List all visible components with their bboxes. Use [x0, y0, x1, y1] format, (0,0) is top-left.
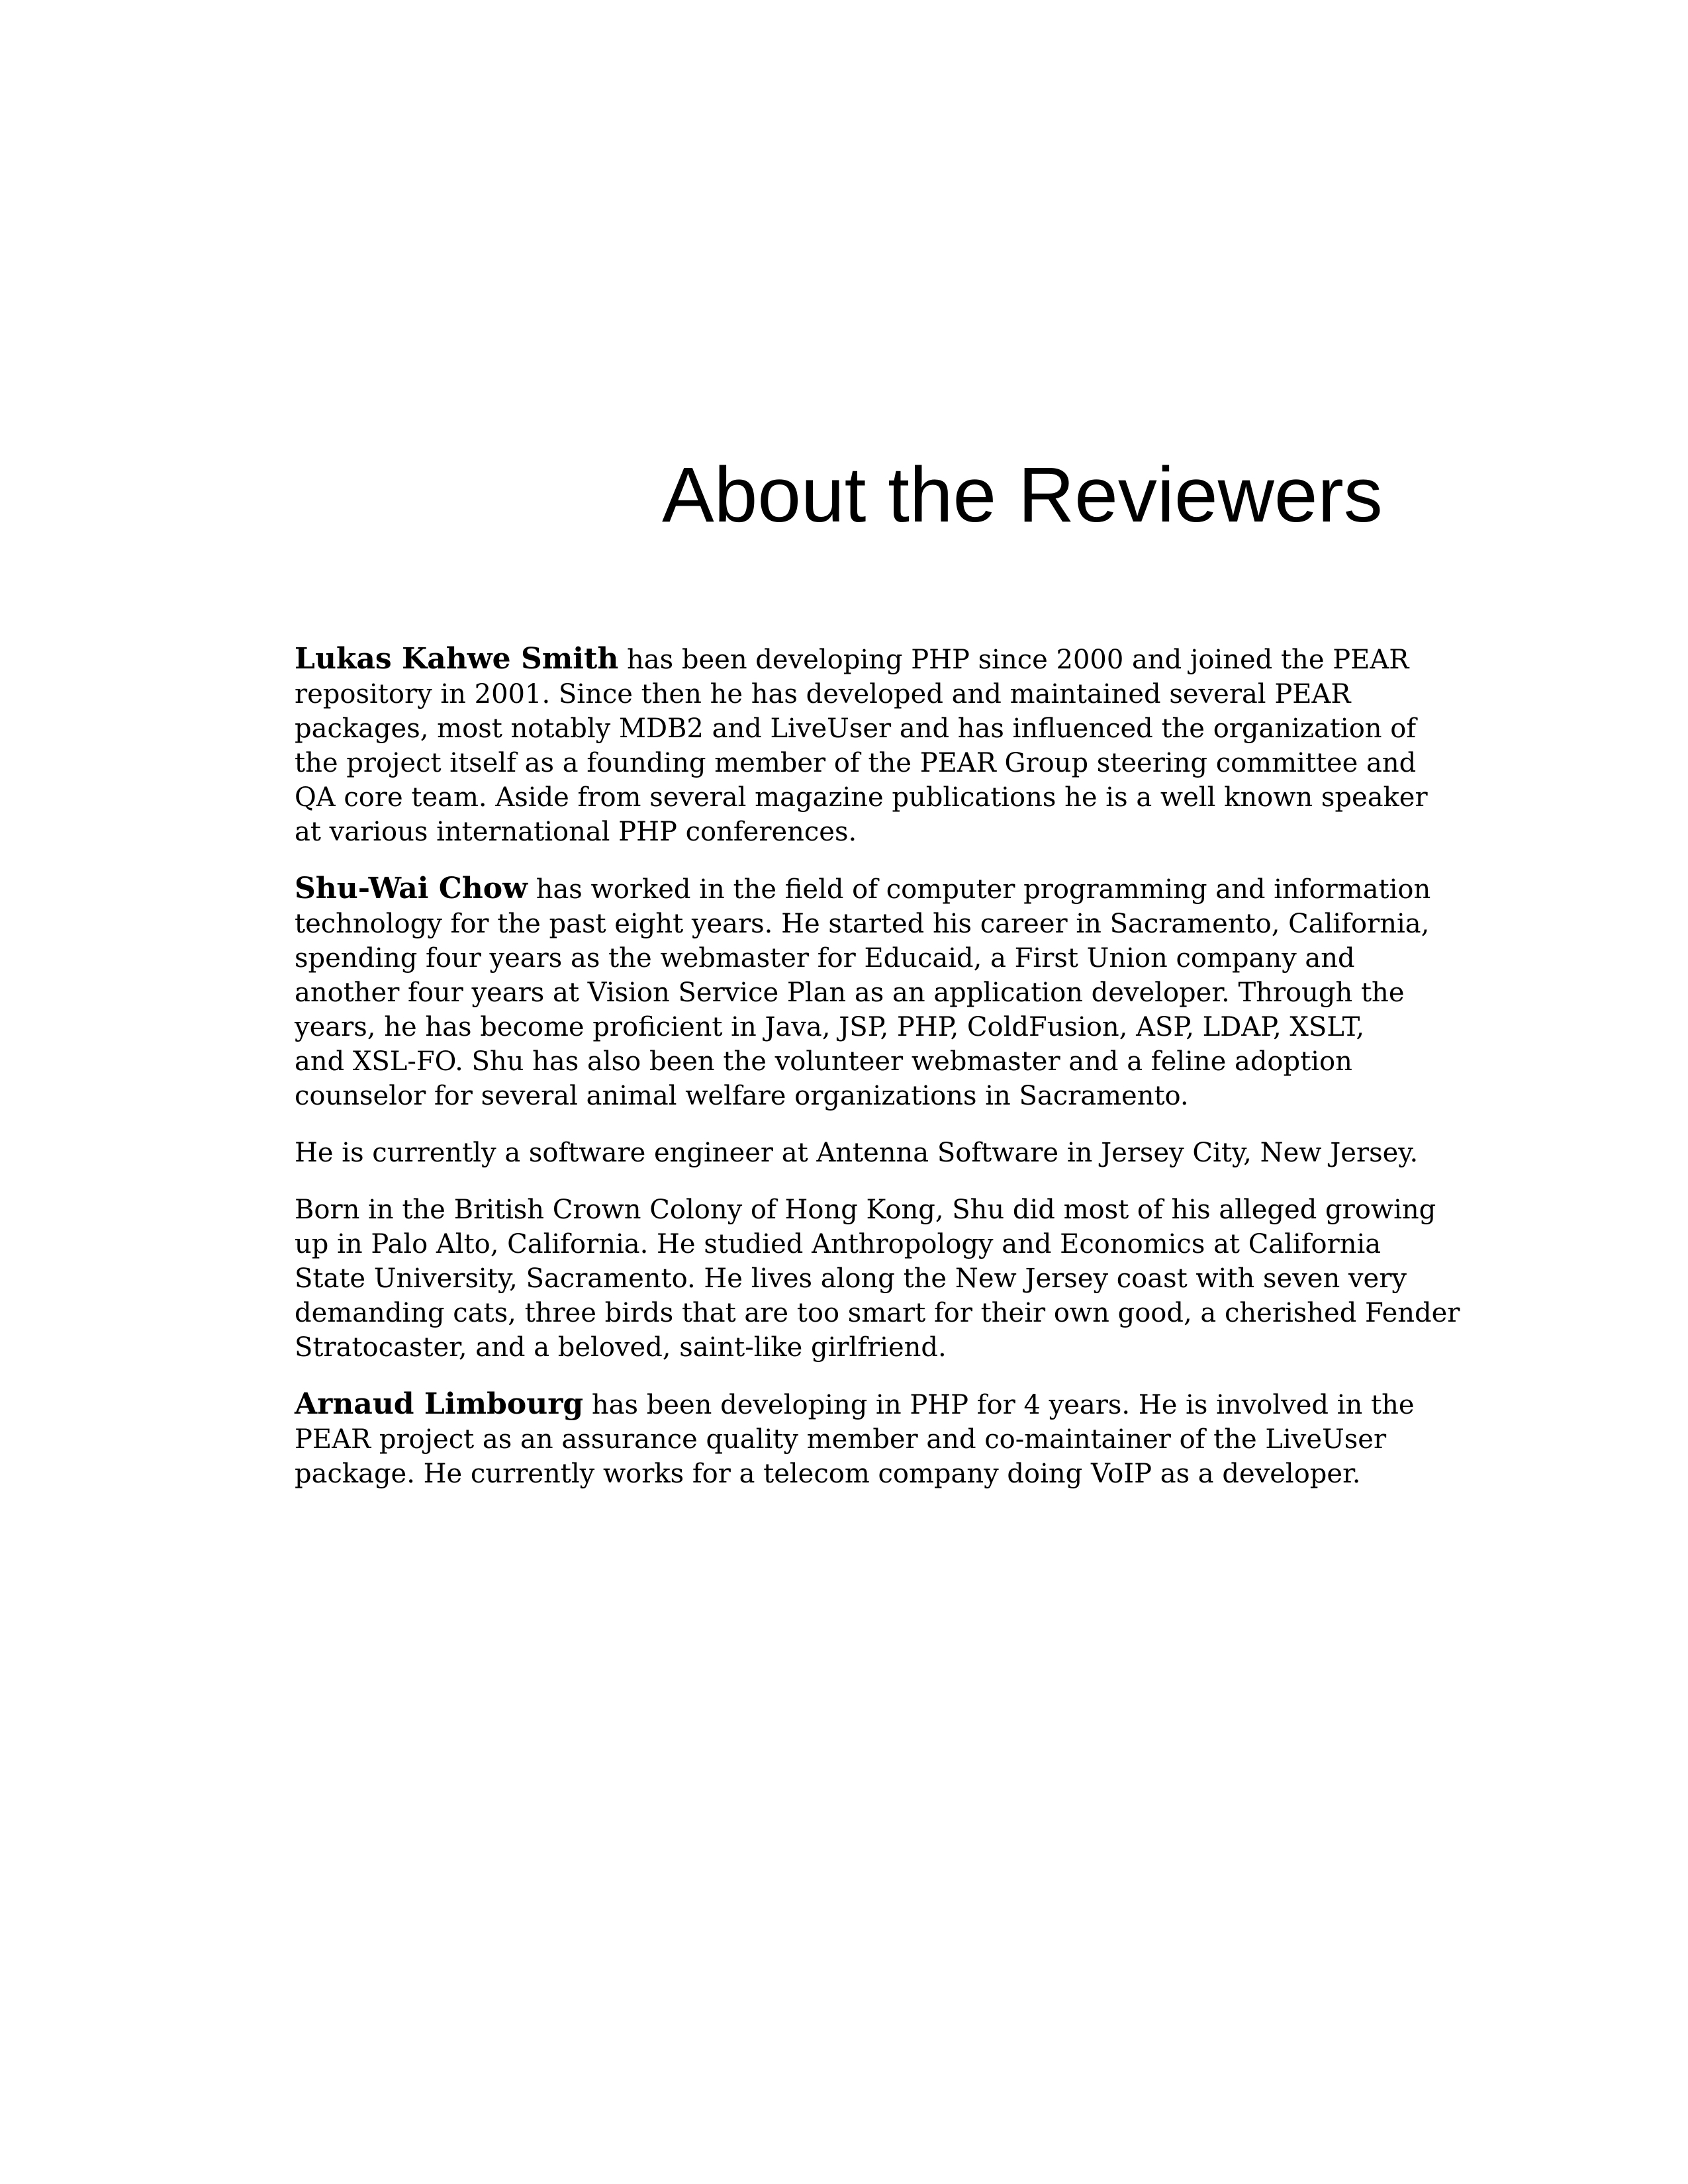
bio-text: has been developing in PHP for 4 years. He is involved in the [583, 1390, 1415, 1420]
reviewer-bio-shu-wai-chow [295, 872, 1431, 1113]
bio-line: package. He currently works for a telecom company doing VoIP as a developer. [295, 1459, 1361, 1489]
page-title: About the Reviewers [662, 451, 1383, 539]
bio-line: He is currently a software engineer at Antenna Software in Jersey City, New Jersey. [295, 1138, 1419, 1168]
bio-line: Stratocaster, and a beloved, saint-like girlfriend. [295, 1332, 947, 1363]
bio-line: PEAR project as an assurance quality member and co-maintainer of the LiveUser [295, 1424, 1387, 1455]
bio-line: the project itself as a founding member of the PEAR Group steering committee and [295, 748, 1417, 778]
reviewer-bio-continued [295, 1136, 1419, 1170]
bio-line: spending four years as the webmaster for Educaid, a First Union company and [295, 943, 1355, 974]
bio-line: repository in 2001. Since then he has developed and maintained several PEAR [295, 679, 1351, 709]
bio-line [295, 1387, 1415, 1422]
reviewer-bio-continued [295, 1193, 1460, 1365]
bio-line: years, he has become proficient in Java, JSP, PHP, ColdFusion, ASP, LDAP, XSLT, [295, 1012, 1365, 1042]
bio-line: technology for the past eight years. He started his career in Sacramento, California, [295, 909, 1430, 939]
bio-line: up in Palo Alto, California. He studied Anthropology and Economics at California [295, 1229, 1382, 1259]
bio-line: Born in the British Crown Colony of Hong Kong, Shu did most of his alleged growing [295, 1195, 1436, 1225]
bio-line: another four years at Vision Service Plan as an application developer. Through the [295, 978, 1405, 1008]
reviewer-name: Lukas Kahwe Smith [295, 642, 619, 676]
reviewer-name: Shu-Wai Chow [295, 872, 528, 905]
reviewer-bio-arnaud-limbourg [295, 1387, 1415, 1491]
bio-line: and XSL-FO. Shu has also been the volunteer webmaster and a feline adoption [295, 1046, 1352, 1077]
bio-line: counselor for several animal welfare organizations in Sacramento. [295, 1081, 1189, 1111]
bio-line: State University, Sacramento. He lives along the New Jersey coast with seven very [295, 1263, 1407, 1294]
reviewers-section [295, 642, 1460, 1514]
reviewer-name: Arnaud Limbourg [295, 1387, 584, 1421]
bio-line [295, 642, 1409, 677]
bio-line [295, 872, 1431, 907]
bio-text: has been developing PHP since 2000 and joined the PEAR [618, 645, 1409, 675]
bio-line: demanding cats, three birds that are too smart for their own good, a cherished Fender [295, 1298, 1460, 1328]
reviewer-bio-lukas-kahwe-smith [295, 642, 1428, 849]
bio-text: has worked in the field of computer programming and information [527, 874, 1431, 905]
bio-line: at various international PHP conferences. [295, 817, 857, 847]
bio-line: packages, most notably MDB2 and LiveUser and has influenced the organization of [295, 713, 1417, 744]
bio-line: QA core team. Aside from several magazine publications he is a well known speaker [295, 782, 1428, 813]
